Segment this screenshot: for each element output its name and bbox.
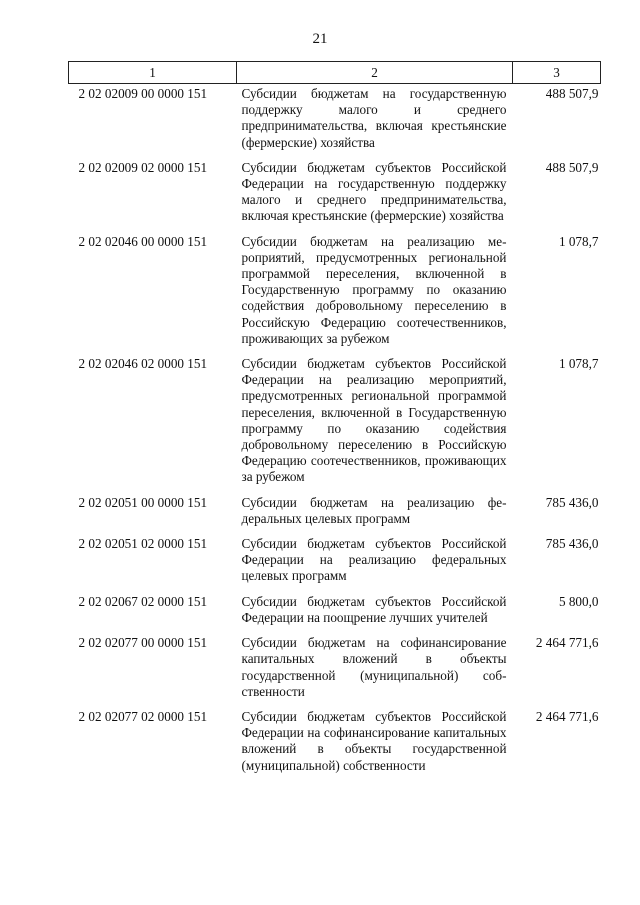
subsidy-description: Субсидии бюджетам на реализацию мероприятий, предусмотренных региональной программой переселения, включенной в Государственную программу по оказанию содействия добровольному переселению в Российскую Федерацию соотечественников, проживающих за рубежом xyxy=(241,233,507,346)
header-column-2: 2 xyxy=(237,62,513,84)
subsidy-amount: 1 078,7 xyxy=(558,233,599,249)
subsidy-amount: 1 078,7 xyxy=(558,356,599,372)
subsidy-description: Субсидии бюджетам субъектов Российской Федерации на государственную поддержку малого и среднего предпринимательства, включая крестьянские (фермерские) хозяйства xyxy=(241,159,507,224)
table-row xyxy=(69,156,601,230)
subsidy-description: Субсидии бюджетам на реализацию федеральных целевых программ xyxy=(241,494,507,526)
budget-code: 2 02 02009 02 0000 151 xyxy=(78,159,208,175)
budget-code: 2 02 02046 00 0000 151 xyxy=(78,233,208,249)
header-row xyxy=(69,62,601,84)
subsidy-amount: 5 800,0 xyxy=(558,593,599,609)
budget-code: 2 02 02077 02 0000 151 xyxy=(78,708,208,724)
budget-code: 2 02 02009 00 0000 151 xyxy=(78,86,208,101)
header-column-3: 3 xyxy=(513,62,601,84)
subsidy-description: Субсидии бюджетам на софинансирование капитальных вложений в объекты государственной (муниципальной) собственности xyxy=(241,635,507,699)
subsidy-amount: 2 464 771,6 xyxy=(535,635,599,651)
page-number: 21 xyxy=(312,31,328,47)
budget-code: 2 02 02077 00 0000 151 xyxy=(78,635,208,651)
subsidy-amount: 2 464 771,6 xyxy=(535,708,599,724)
budget-code: 2 02 02046 02 0000 151 xyxy=(78,356,208,372)
table-row xyxy=(69,590,601,631)
subsidy-description: Субсидии бюджетам субъектов Российской Федерации на поощрение лучших учителей xyxy=(241,593,507,625)
subsidy-description: Субсидии бюджетам субъектов Российской Федерации на реализацию федеральных целевых программ xyxy=(241,536,507,584)
table-body xyxy=(69,84,601,779)
subsidy-description: Субсидии бюджетам субъектов Российской Федерации на софинансирование капитальных вложений в объекты государственной (муниципальной) собственности xyxy=(241,708,507,773)
subsidy-amount: 488 507,9 xyxy=(545,159,599,175)
table-row xyxy=(69,705,601,779)
subsidy-description: Субсидии бюджетам на государственную поддержку малого и среднего предпринимательства, включая крестьянские (фермерские) хозяйства xyxy=(241,86,507,150)
table-row xyxy=(69,230,601,352)
table-row xyxy=(69,491,601,532)
budget-table xyxy=(68,61,601,779)
table-row xyxy=(69,631,601,705)
subsidy-amount: 785 436,0 xyxy=(545,494,599,510)
budget-code: 2 02 02067 02 0000 151 xyxy=(78,593,208,609)
table-header xyxy=(69,62,601,84)
subsidy-description: Субсидии бюджетам субъектов Российской Федерации на реализацию мероприятий, предусмотренных региональной программой переселения, включенной в Государственную программу по оказанию содействия добровольному переселению в Российскую Федерацию соотечественников, проживающих за рубежом xyxy=(241,356,507,485)
table-row xyxy=(69,84,601,156)
table-row xyxy=(69,532,601,590)
table-row xyxy=(69,352,601,491)
subsidy-amount: 785 436,0 xyxy=(545,536,599,552)
budget-code: 2 02 02051 00 0000 151 xyxy=(78,494,208,510)
subsidy-amount: 488 507,9 xyxy=(545,86,599,101)
budget-code: 2 02 02051 02 0000 151 xyxy=(78,536,208,552)
header-column-1: 1 xyxy=(69,62,237,84)
